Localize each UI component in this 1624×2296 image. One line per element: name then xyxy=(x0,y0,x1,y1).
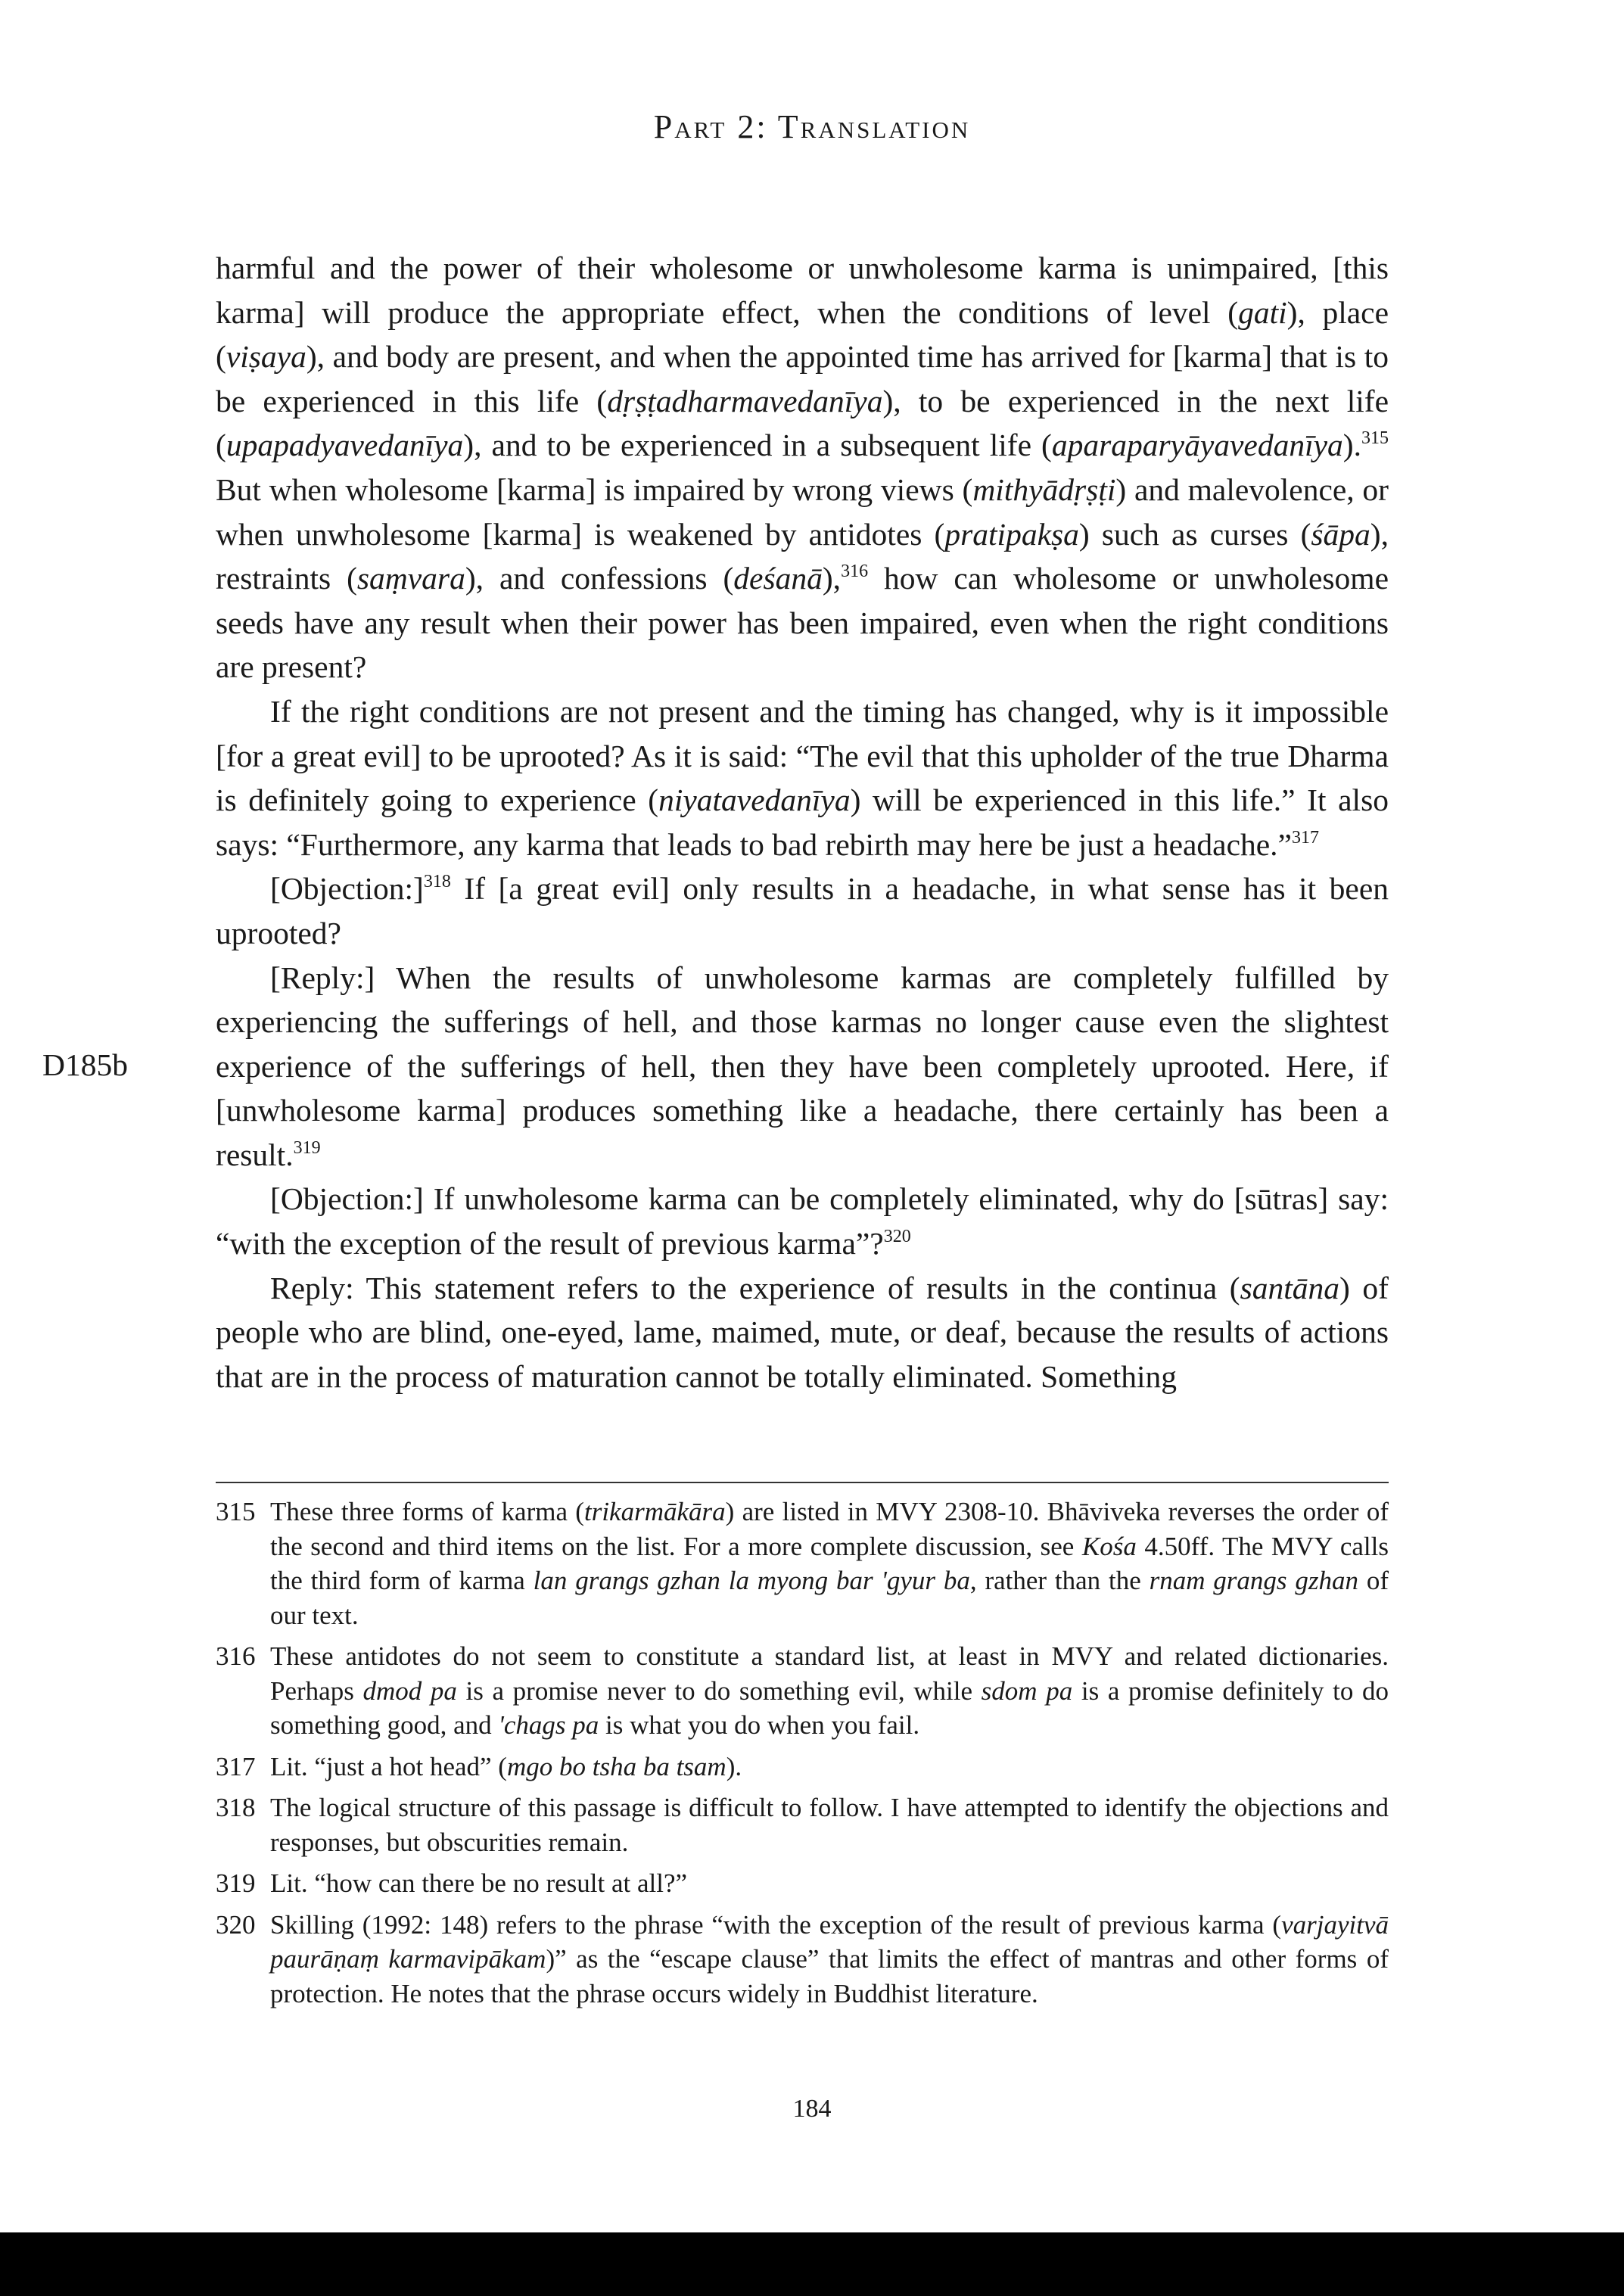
footnote-ref-318: 318 xyxy=(423,872,451,892)
footnote-number: 317 xyxy=(216,1751,256,1781)
footnote-320: 320 Skilling (1992: 148) refers to the phrase “with the exception of the result of previous karma (varjayitvā paurāṇaṃ karmavipākam)” as the “escape clause” that limits the effect of mantras and other forms of protection. He notes that the phrase occurs widely in Buddhist literature. xyxy=(216,1908,1389,2011)
footnote-315: 315 These three forms of karma (trikarmākāra) are listed in MVY 2308-10. Bhāviveka reverses the order of the second and third items on the list. For a more complete discussion, see Kośa 4.50ff. The MVY calls the third form of karma lan grangs gzhan la myong bar 'gyur ba, rather than the rnam grangs gzhan of our text. xyxy=(216,1495,1389,1632)
margin-folio-reference: D185b xyxy=(42,1047,128,1082)
paragraph-4: [Reply:] When the results of unwholesome karmas are completely fulfilled by experiencing the sufferings of hell, and those karmas no longer cause even the slightest experience of the sufferings of hell, then they have been completely uprooted. Here, if [unwholesome karma] produces something like a headache, there certainly has been a result.$^{319}$ xyxy=(216,960,1389,1172)
footnote-ref-316: 316 xyxy=(841,562,869,582)
footnote-317: 317 Lit. “just a hot head” (mgo bo tsha ba tsam). xyxy=(216,1750,1389,1784)
footnote-number: 319 xyxy=(216,1868,256,1898)
footnote-ref-315: 315 xyxy=(1361,428,1389,449)
paragraph-3: [Objection:]$^{318}$ If [a great evil] only results in a headache, in what sense has it been uprooted? xyxy=(216,871,1389,950)
footnote-ref-320: 320 xyxy=(883,1227,911,1247)
main-text xyxy=(216,246,1389,1398)
footnotes xyxy=(216,1495,1389,2018)
footnote-ref-319: 319 xyxy=(293,1137,321,1158)
footnote-divider xyxy=(216,1482,1389,1483)
footnote-number: 315 xyxy=(216,1497,256,1526)
paragraph-1: harmful and the power of their wholesome or unwholesome karma is unimpaired, [this karma] will produce the appropriate effect, when the conditions of level (gati), place (viṣaya), and body are present, and when the appointed time has arrived for [karma] that is to be experienced in this life (dṛṣṭadharmavedanīya), to be experienced in the next life (upapadyavedanīya), and to be experienced in a subsequent life (aparaparyāyavedanīya).$^{315}$ But when wholesome [karma] is impaired by wrong views (mithyādṛṣṭi) and malevolence, or when unwholesome [karma] is weakened by antidotes (pratipakṣa) such as curses (śāpa), restraints (saṃvara), and confessions (deśanā),$^{316}$ how can wholesome or unwholesome seeds have any result when their power has been impaired, even when the right conditions are present? xyxy=(216,250,1389,685)
paragraph-6: Reply: This statement refers to the experience of results in the continua (santāna) of people who are blind, one-eyed, lame, maimed, mute, or deaf, because the results of actions that are in the process of maturation cannot be totally eliminated. Something xyxy=(216,1270,1389,1394)
page-number: 184 xyxy=(792,2095,832,2123)
paragraph-5: [Objection:] If unwholesome karma can be completely eliminated, why do [sūtras] say: “with the exception of the result of previous karma”?$^{320}$ xyxy=(216,1181,1389,1262)
footnote-316: 316 These antidotes do not seem to constitute a standard list, at least in MVY and related dictionaries. Perhaps dmod pa is a promise never to do something evil, while sdom pa is a promise definitely to do something good, and 'chags pa is what you do when you fail. xyxy=(216,1639,1389,1743)
scan-border xyxy=(0,2232,1624,2296)
footnote-318: 318 The logical structure of this passage is difficult to follow. I have attempted to identify the objections and responses, but obscurities remain. xyxy=(216,1790,1389,1859)
footnote-319: 319 Lit. “how can there be no result at all?” xyxy=(216,1866,1389,1901)
running-head: Part 2: Translation xyxy=(653,108,971,145)
footnote-number: 320 xyxy=(216,1909,256,1940)
footnote-ref-317: 317 xyxy=(1291,827,1319,848)
footnote-number: 316 xyxy=(216,1641,256,1671)
footnote-number: 318 xyxy=(216,1793,256,1822)
paragraph-2: If the right conditions are not present and the timing has changed, why is it impossible [for a great evil] to be uprooted? As it is said: “The evil that this upholder of the true Dharma is definitely going to experience (niyatavedanīya) will be experienced in this life.” It also says: “Furthermore, any karma that leads to bad rebirth may here be just a headache.”$^{317}$ xyxy=(216,693,1389,862)
